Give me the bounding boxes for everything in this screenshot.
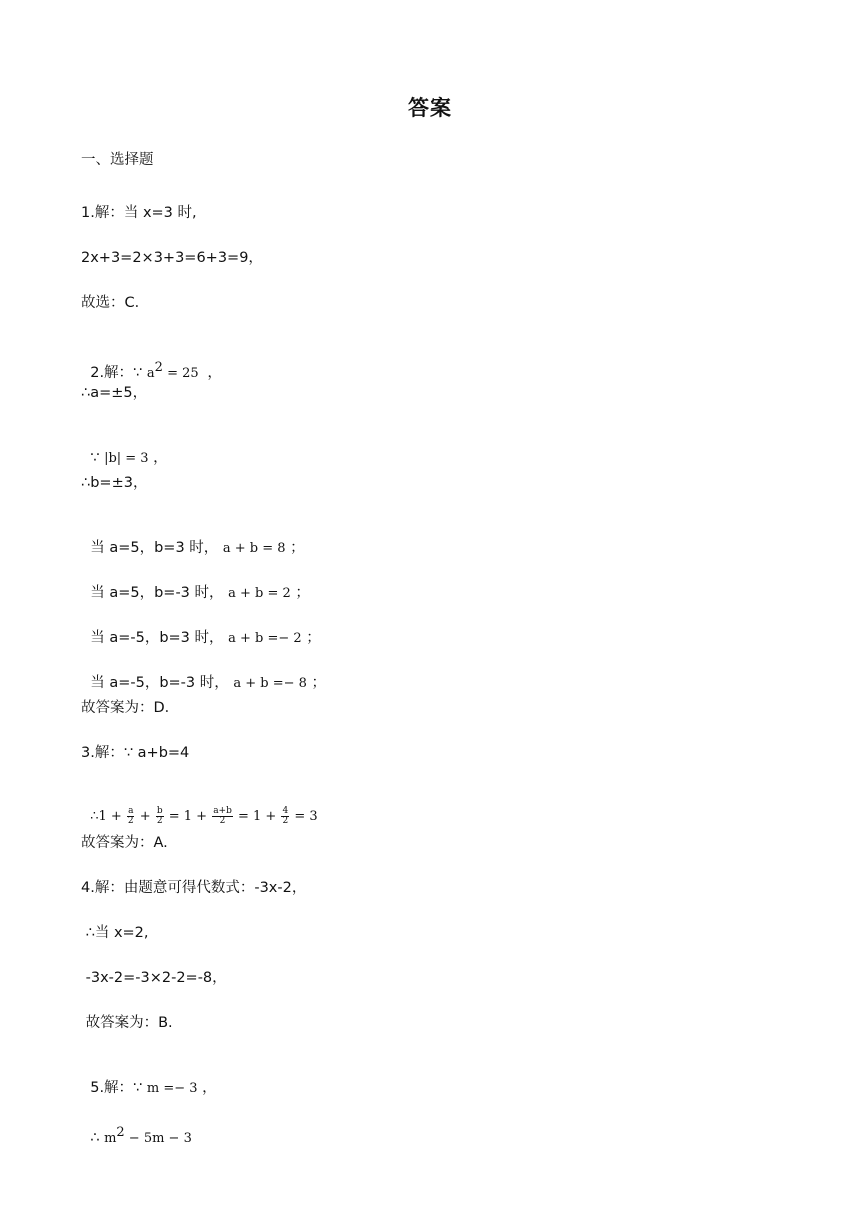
q2-line1: [81, 338, 222, 384]
q4-answer: 故答案为：B.: [81, 1015, 173, 1031]
q2-line1-prefix: 2.解：∵: [90, 364, 147, 381]
q2-case1-math: a + b = 8: [222, 541, 286, 556]
q2-line1-exp: 2: [154, 360, 163, 375]
q2-line1-suffix: ，: [202, 364, 222, 381]
q3-frac-ab-den: 2: [219, 815, 226, 826]
q5-line1-math: m =− 3: [146, 1081, 198, 1096]
q2-case2: [81, 563, 310, 604]
q2-case4-suffix: ；: [306, 675, 327, 691]
q4-line2: ∴当 x=2,: [81, 925, 149, 941]
q3-frac-ab: [212, 807, 233, 826]
q2-case2-prefix: 当 a=5，b=-3 时，: [90, 585, 224, 601]
q5-line1: [81, 1058, 217, 1099]
page-title: 答案: [408, 96, 452, 120]
q1-line1: 1.解：当 x=3 时,: [81, 205, 197, 221]
q2-line3-prefix: ∵: [90, 450, 105, 466]
q3-frac-b-num: b: [156, 805, 163, 816]
q2-line2: ∴a=±5，: [81, 385, 148, 401]
q3-eq-plus: +: [135, 809, 155, 824]
q2-case3: [81, 608, 321, 649]
q2-case4-math: a + b =− 8: [233, 676, 307, 691]
q3-eq-lead: ∴1 +: [90, 809, 126, 824]
q2-case1: [81, 518, 305, 559]
q5-line1-suffix: ，: [197, 1080, 217, 1096]
q2-case3-prefix: 当 a=-5，b=3 时，: [90, 630, 224, 646]
q2-case2-suffix: ；: [290, 585, 310, 601]
q2-line3: [81, 428, 168, 469]
q5-line2: [81, 1103, 192, 1149]
q2-line3-math: |b| = 3: [104, 451, 149, 466]
q5-line2-prefix: ∴: [90, 1129, 105, 1146]
q5-line2-var: m: [104, 1130, 117, 1146]
q3-line1: 3.解：∵ a+b=4: [81, 745, 190, 761]
q2-case4: [81, 653, 326, 694]
q4-line1: 4.解：由题意可得代数式：-3x-2，: [81, 880, 307, 896]
q2-line3-suffix: ，: [148, 450, 168, 466]
q3-frac-4: [281, 807, 289, 826]
q3-answer: 故答案为：A.: [81, 835, 168, 851]
section-heading: 一、选择题: [81, 152, 154, 168]
q3-frac-a-num: a: [128, 805, 134, 816]
q5-line1-prefix: 5.解：∵: [90, 1080, 147, 1096]
q1-line2: 2x+3=2×3+3=6+3=9，: [81, 250, 263, 266]
q1-answer: 故选：C．: [81, 295, 150, 311]
q2-line1-eq: = 25: [162, 365, 203, 381]
q2-case4-prefix: 当 a=-5，b=-3 时，: [90, 675, 229, 691]
q2-case3-suffix: ；: [301, 630, 321, 646]
q3-frac-a-den: 2: [127, 815, 134, 826]
q3-frac-b-den: 2: [156, 815, 163, 826]
q2-answer: 故答案为：D．: [81, 700, 180, 716]
q2-case2-math: a + b = 2: [228, 586, 291, 601]
q3-eq-eq2: = 1 +: [233, 809, 281, 824]
q5-line2-exp: 2: [116, 1125, 125, 1140]
q3-frac-b: [156, 807, 164, 826]
q3-eq-result: = 3: [290, 809, 318, 824]
q2-case1-suffix: ；: [285, 540, 305, 556]
q3-eq-eq1: = 1 +: [164, 809, 212, 824]
q3-frac-a: [127, 807, 135, 826]
q2-case3-math: a + b =− 2: [228, 631, 302, 646]
q2-case1-prefix: 当 a=5，b=3 时，: [90, 540, 219, 556]
q3-frac-ab-num: a+b: [213, 805, 232, 816]
q5-line2-rest: − 5m − 3: [124, 1130, 192, 1146]
q3-frac-4-den: 2: [282, 815, 289, 826]
q2-line4: ∴b=±3，: [81, 475, 148, 491]
q3-equation: [81, 786, 318, 827]
q3-frac-4-num: 4: [282, 805, 289, 816]
q2-line1-var: a: [146, 365, 155, 381]
q4-line3: -3x-2=-3×2-2=-8，: [81, 970, 227, 986]
